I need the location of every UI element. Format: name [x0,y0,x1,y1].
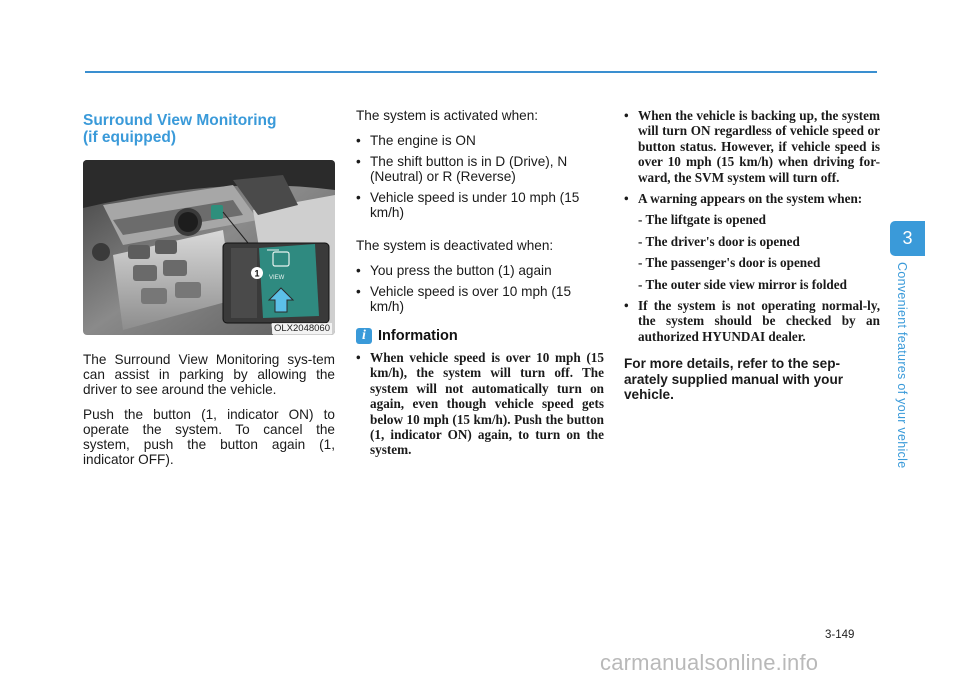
list-item: • The shift button is in D (Drive), N (Neutral) or R (Reverse) [356,154,568,184]
figure-code: OLX2048060 [274,323,330,334]
column-left [83,108,335,477]
information-icon: i [356,328,372,344]
warning-sub-item: - The passenger's door is opened [638,255,821,271]
column-right [624,108,880,403]
info-list-item: • When the vehicle is backing up, the system will turn ON regardless of vehicle speed or button status. However, if vehicle speed is over 10 mph (15 km/h) when driving for-ward, the SVM system will turn off. [624,108,880,185]
warning-sub-item: - The liftgate is opened [638,212,766,228]
info-list-item: • A warning appears on the system when: [624,191,863,207]
bullet: • [624,108,629,123]
activated-heading: The system is activated when: [356,108,539,123]
callout-number: 1 [254,268,260,279]
column-middle [356,108,604,464]
bullet: • [624,298,629,314]
warning-sub-item: - The outer side view mirror is folded [638,276,847,292]
section-title: Surround View Monitoring (if equipped) [83,112,277,146]
bullet: • [356,154,361,169]
information-header [356,328,604,344]
intro-paragraph: The Surround View Monitoring sys-tem can assist in parking by allowing the driver to see around the vehicle. [83,352,335,397]
bullet: • [356,263,361,278]
bullet: • [356,190,361,205]
list-item: • You press the button (1) again [356,263,552,278]
page-number: 3-149 [825,629,855,641]
deactivated-heading: The system is deactivated when: [356,238,554,253]
bullet: • [356,133,361,148]
chapter-title: Convenient features of your vehicle [895,262,909,469]
information-title: Information [378,328,458,344]
list-item: • Vehicle speed is over 10 mph (15 km/h) [356,284,572,314]
info-list-item: • When vehicle speed is over 10 mph (15 km/h), the system will turn off. The system will not automatically turn on again, even though vehicle speed gets below 10 mph (15 km/h). Push the button (1, indicator ON) again, to turn on the system. [356,350,604,458]
console-illustration [83,160,335,335]
header-rule [85,71,877,73]
console-figure [83,160,335,335]
bullet: • [624,191,629,207]
refer-note: For more details, refer to the sep-arately supplied manual with your vehicle. [624,356,844,403]
list-item: • The engine is ON [356,133,476,148]
warning-sub-item: - The driver's door is opened [638,233,800,249]
list-item: • Vehicle speed is under 10 mph (15 km/h) [356,190,580,220]
intro-paragraph: Push the button (1, indicator ON) to operate the system. To cancel the system, push the button again (1, indicator OFF). [83,407,335,467]
bullet: • [356,350,361,365]
watermark-link[interactable]: carmanualsonline.info [600,650,819,675]
chapter-tab: 3 [890,221,925,256]
bullet: • [356,284,361,299]
view-button-label: VIEW [269,275,285,281]
info-list-item: • If the system is not operating normal-ly, the system should be checked by an authorized HYUNDAI dealer. [624,298,880,344]
